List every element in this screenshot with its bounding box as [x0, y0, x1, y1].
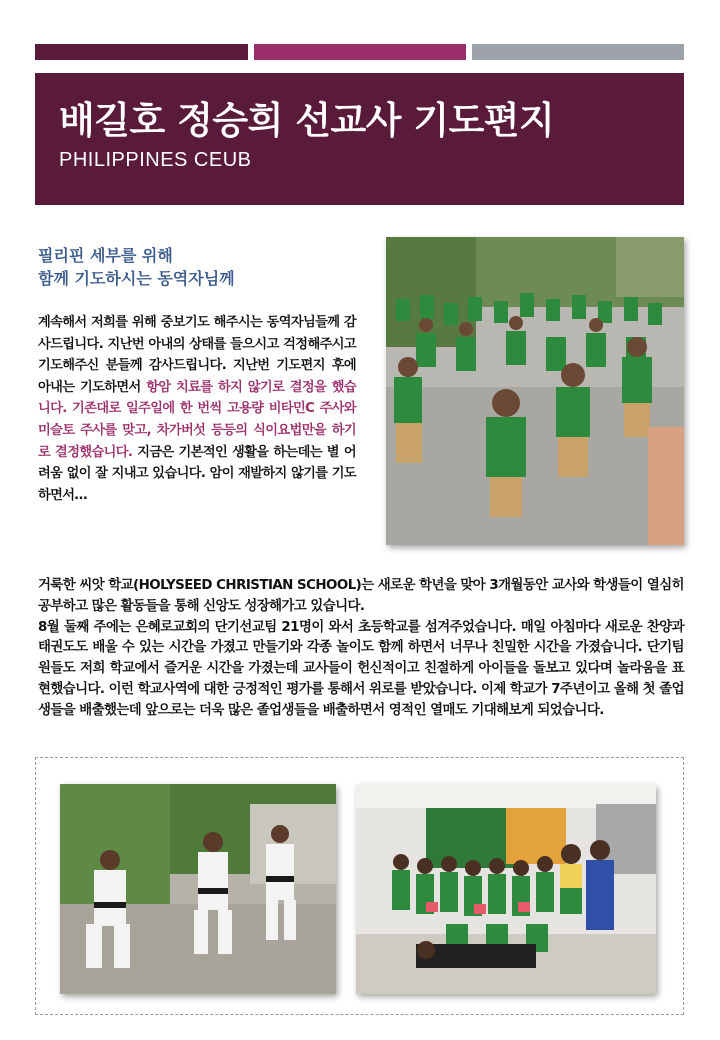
- greeting-line-2: 함께 기도하시는 동역자님께: [38, 269, 235, 288]
- intro-text-2: 지금은 기본적인 생활을 하는데는 별 어려움 없이 잘 지내고 있습니다. 암이 재발하지 않기를 기도하면서…: [38, 444, 356, 503]
- intro-paragraph: [38, 312, 356, 506]
- intro-highlight: 항암 치료를 하지 않기로 결정을 했습니다. 기존대로 일주일에 한 번씩 고용량 비타민C 주사와 미슬토 주사를 맞고, 차가버섯 등등의 식이요법만을 하기로 결정했습니다.: [38, 379, 356, 460]
- body-paragraph-1: 거룩한 씨앗 학교(HOLYSEED CHRISTIAN SCHOOL)는 새로운 학년을 맞아 3개월동안 교사와 학생들이 열심히 공부하고 많은 활동들을 통해 신앙도 성장해가고 있습니다.: [38, 578, 684, 614]
- header-stripe-dark: [35, 44, 248, 60]
- header-stripe-magenta: [254, 44, 466, 60]
- students-exercise-photo: [386, 237, 684, 545]
- main-body: [38, 576, 684, 722]
- intro-text-1: 계속해서 저희를 위해 중보기도 해주시는 동역자님들께 감사드립니다. 지난번 아내의 상태를 들으시고 걱정해주시고 기도해주신 분들께 감사드립니다. 지난번 기도편지 후에 아내는 기도하면서: [38, 315, 356, 395]
- header-stripe-gray: [472, 44, 684, 60]
- body-paragraph-2: 8월 둘째 주에는 은혜로교회의 단기선교팀 21명이 와서 초등학교를 섬겨주었습니다. 매일 아침마다 새로운 찬양과 태권도도 배울 수 있는 시간을 가졌고 만들기와 각종 놀이도 함께 하면서 너무나 친밀한 시간을 가졌습니다. 단기팀원들도 저희 학교에서 즐거운 시간을 가졌는데 교사들이 헌신적이고 친절하게 아이들을 돌보고 있다며 놀라움을 표현했습니다. 이런 학교사역에 대한 긍정적인 평가를 통해서 위로를 받았습니다. 이제 학교가 7주년이고 올해 첫 졸업생들을 배출했는데 앞으로는 더욱 많은 졸업생들을 배출하면서 영적인 열매도 기대해보게 되었습니다.: [38, 619, 684, 718]
- taekwondo-photo: [60, 784, 336, 994]
- page-subtitle: PHILIPPINES CEUB: [59, 149, 252, 171]
- group-photo: [356, 784, 656, 994]
- title-banner: [35, 73, 684, 205]
- page-title: 배길호 정승희 선교사 기도편지: [59, 99, 555, 142]
- greeting: [38, 244, 368, 290]
- greeting-line-1: 필리핀 세부를 위해: [38, 246, 173, 265]
